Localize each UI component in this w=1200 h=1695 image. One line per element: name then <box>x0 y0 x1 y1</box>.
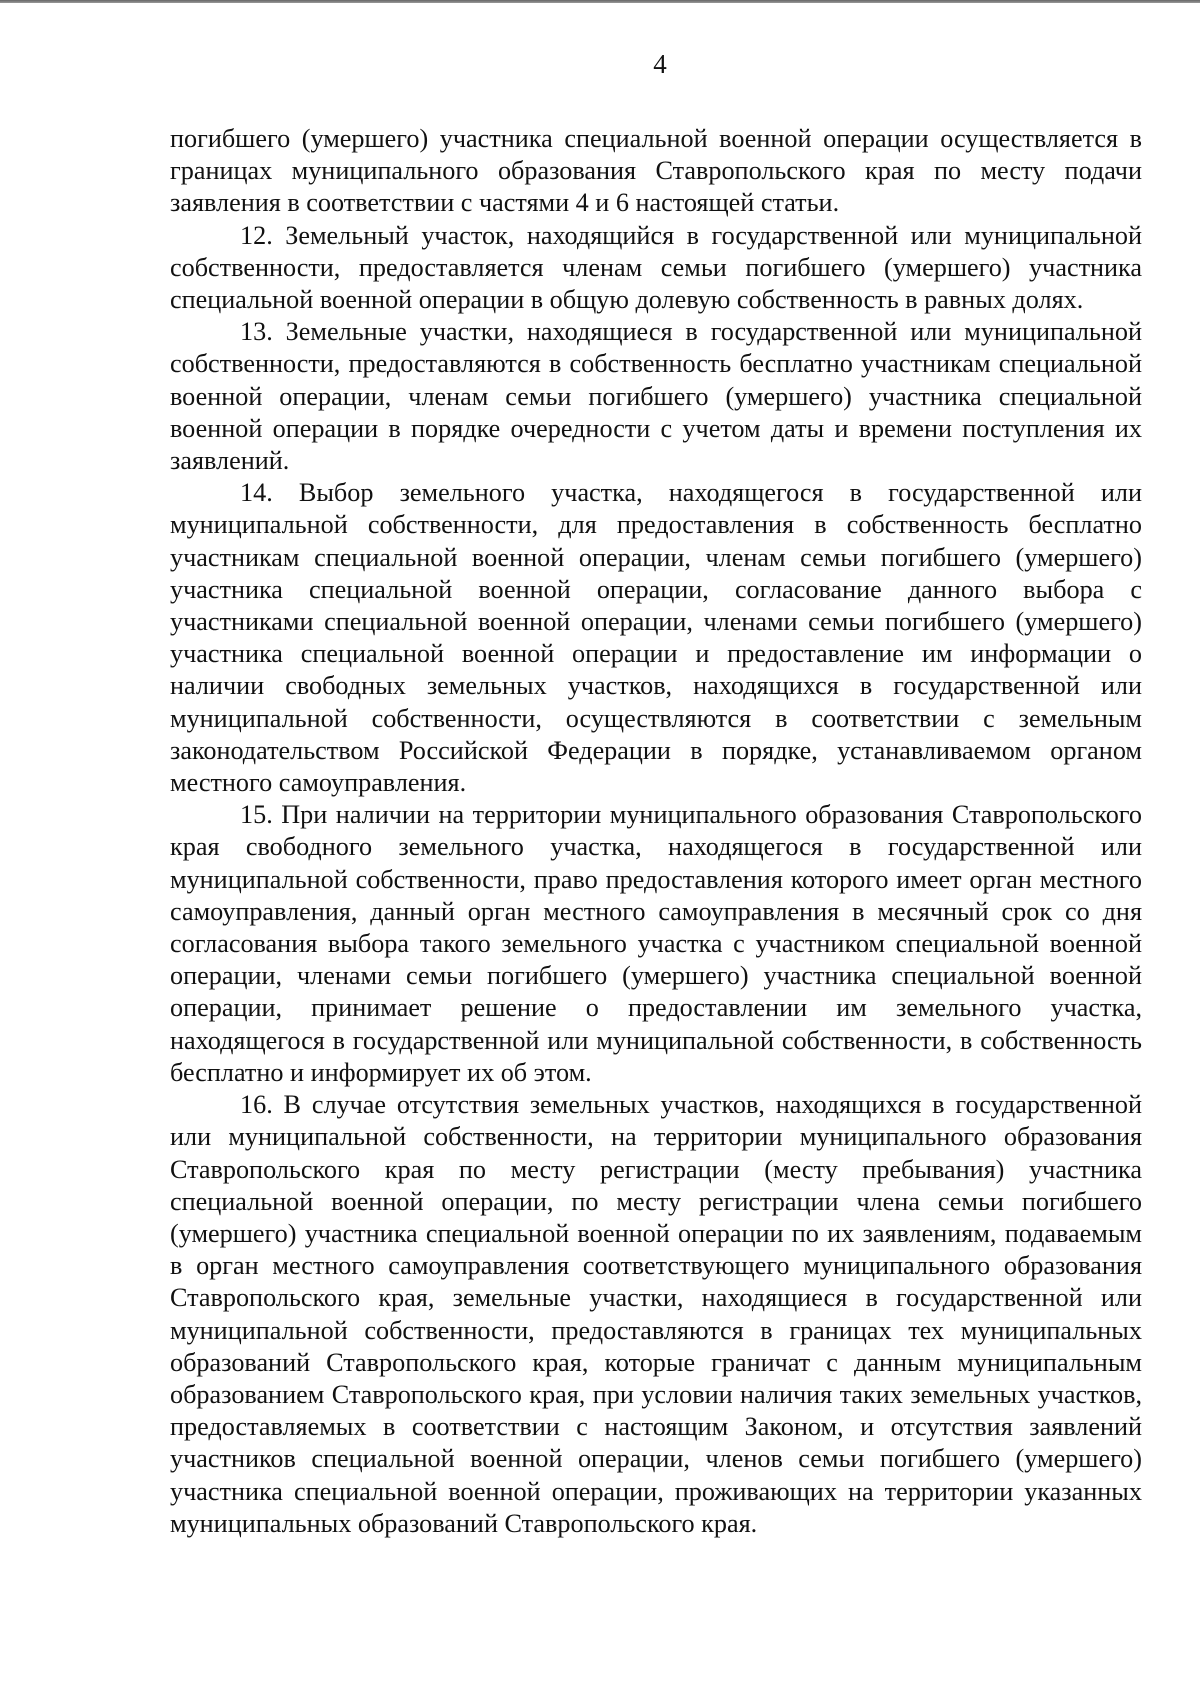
paragraph-clause-15: 15. При наличии на территории муниципального образования Ставропольского края свободного земельного участка, находящегося в государственной или муниципальной собственности, право предоставления которого имеет орган местного самоуправления, данный орган местного самоуправления в месячный срок со дня согласования выбора такого земельного участка с участником специальной военной операции, членами семьи погибшего (умершего) участника специальной военной операции, принимает решение о предоставлении им земельного участка, находящегося в государственной или муниципальной собственности, в собственность бесплатно и информирует их об этом. <box>170 800 1142 1087</box>
paragraph-clause-12: 12. Земельный участок, находящийся в государственной или муниципальной собственности, предоставляется членам семьи погибшего (умершего) участника специальной военной операции в общую долевую собственность в равных долях. <box>170 220 1142 315</box>
paragraph-clause-16: 16. В случае отсутствия земельных участков, находящихся в государственной или муниципальной собственности, на территории муниципального образования Ставропольского края по месту регистрации (месту пребывания) участника специальной военной операции, по месту регистрации члена семьи погибшего (умершего) участника специальной военной операции по их заявлениям, подаваемым в орган местного самоуправления соответствующего муниципального образования Ставропольского края, земельные участки, находящиеся в государственной или муниципальной собственности, предоставляются в границах тех муниципальных образований Ставропольского края, которые граничат с данным муниципальным образованием Ставропольского края, при условии наличия таких земельных участков, предоставляемых в соответствии с настоящим Законом, и отсутствия заявлений участников специальной военной операции, членов семьи погибшего (умершего) участника специальной военной операции, проживающих на территории указанных муниципальных образований Ставропольского края. <box>170 1090 1142 1538</box>
paragraph-continuation: погибшего (умершего) участника специальной военной операции осуществляется в границах муниципального образования Ставропольского края по месту подачи заявления в соответствии с частями 4 и 6 настоящей статьи. <box>170 124 1142 218</box>
scan-top-edge <box>0 0 1200 3</box>
paragraph-clause-14: 14. Выбор земельного участка, находящегося в государственной или муниципальной собственности, для предоставления в собственность бесплатно участникам специальной военной операции, членам семьи погибшего (умершего) участника специальной военной операции, согласование данного выбора с участниками специальной военной операции, членами семьи погибшего (умершего) участника специальной военной операции и предоставление им информации о наличии свободных земельных участков, находящихся в государственной или муниципальной собственности, осуществляются в соответствии с земельным законодательством Российской Федерации в порядке, устанавливаемом органом местного самоуправления. <box>170 478 1142 798</box>
paragraph-clause-13: 13. Земельные участки, находящиеся в государственной или муниципальной собственности, предоставляются в собственность бесплатно участникам специальной военной операции, членам семьи погибшего (умершего) участника специальной военной операции в порядке очередности с учетом даты и времени поступления их заявлений. <box>170 317 1142 476</box>
page-number: 4 <box>653 49 667 79</box>
document-body <box>170 123 1142 1540</box>
